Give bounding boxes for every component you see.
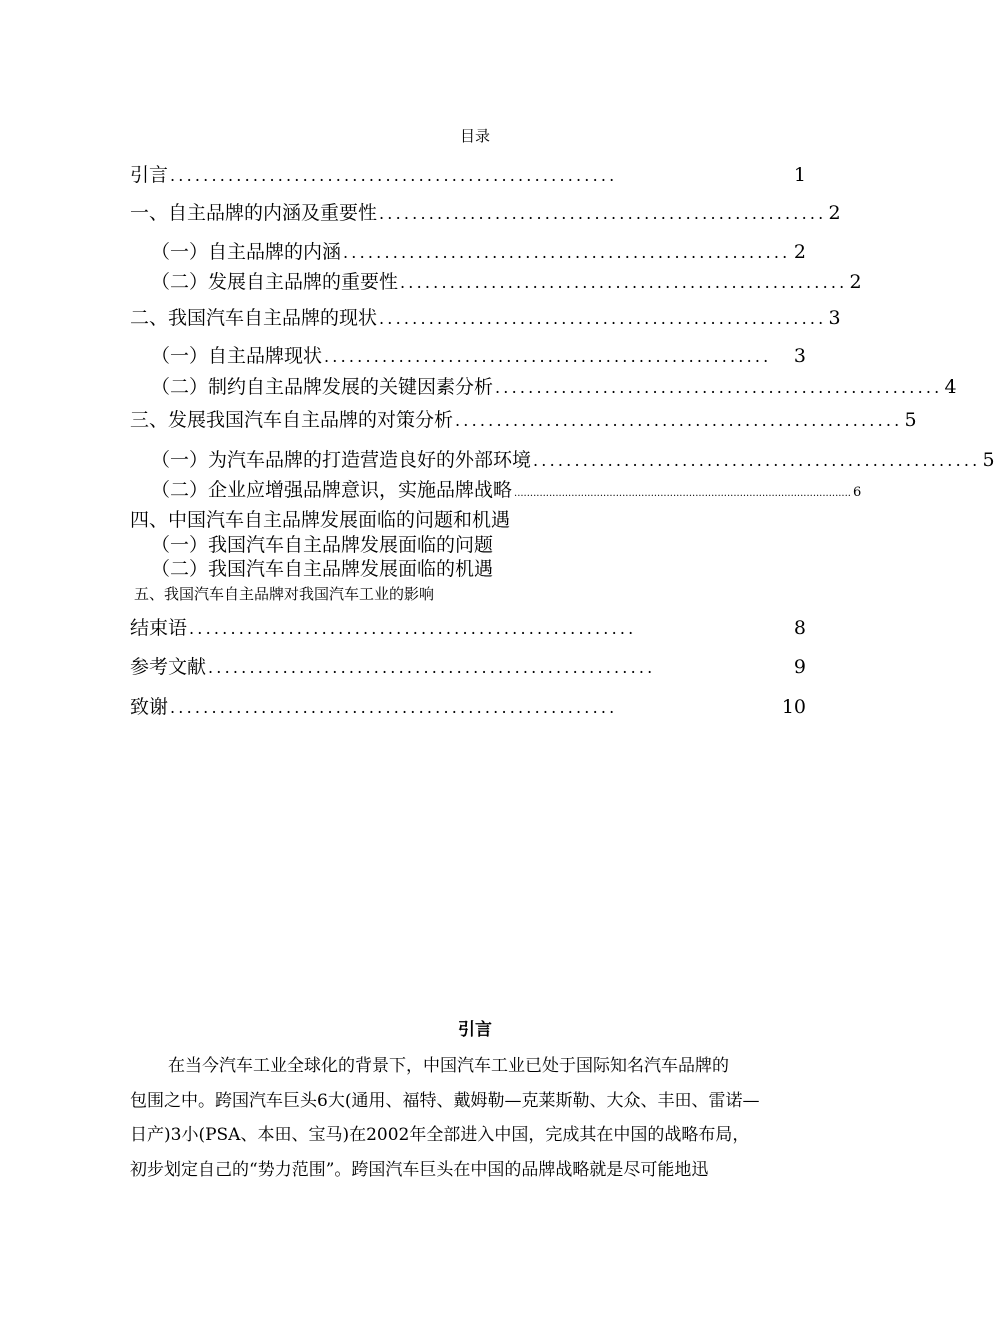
toc-dot-leader: ...................................................... [189, 619, 637, 638]
toc-entry-label: 五、我国汽车自主品牌对我国汽车工业的影响 [134, 585, 435, 603]
toc-entry-label: （二）制约自主品牌发展的关键因素分析 [151, 376, 494, 398]
toc-page-number: 2 [793, 241, 806, 263]
toc-entry-section-4-1[interactable] [151, 533, 806, 557]
toc-dot-leader: ...................................................... [324, 347, 772, 366]
toc-entry-label: 致谢 [130, 696, 169, 718]
toc-page-number: 3 [828, 307, 841, 329]
toc-dot-leader: ...................................................... [170, 698, 618, 717]
toc-entry-section-5[interactable] [134, 582, 806, 606]
toc-entry-label: （二）发展自主品牌的重要性 [151, 271, 399, 293]
toc-entry-label: 引言 [130, 164, 169, 186]
toc-entry-label: 四、中国汽车自主品牌发展面临的问题和机遇 [130, 509, 511, 531]
intro-title: 引言 [458, 1020, 492, 1040]
toc-page-number: 9 [793, 656, 806, 678]
paragraph-line: 初步划定自己的“势力范围”。跨国汽车巨头在中国的品牌战略就是尽可能地迅 [130, 1159, 709, 1180]
toc-entry-intro[interactable] [130, 163, 806, 187]
toc-entry-section-2-2[interactable] [151, 375, 957, 399]
toc-page-number: 5 [904, 409, 917, 431]
toc-entry-label: 结束语 [130, 617, 188, 639]
toc-entry-section-4[interactable] [130, 508, 806, 532]
toc-dot-leader: ...................................................... [343, 243, 791, 262]
toc-page-number: 6 [852, 485, 862, 500]
intro-paragraph [130, 1049, 806, 1187]
toc-page-number: 8 [793, 617, 806, 639]
toc-entry-section-3-1[interactable] [151, 448, 995, 472]
toc-page-number: 3 [793, 345, 806, 367]
toc-title: 目录 [459, 127, 490, 145]
toc-dot-leader: ...................................................... [400, 273, 848, 292]
toc-entry-section-1[interactable] [130, 201, 841, 225]
paragraph-line: 包围之中。跨国汽车巨头6大(通用、福特、戴姆勒—克莱斯勒、大众、丰田、雷诺— [130, 1090, 760, 1111]
toc-dot-leader: ...................................................... [379, 204, 827, 223]
toc-entry-label: （二）企业应增强品牌意识，实施品牌战略 [151, 479, 513, 501]
toc-entry-label: 二、我国汽车自主品牌的现状 [130, 307, 378, 329]
toc-dot-leader: ...................................................... [455, 411, 903, 430]
toc-entry-label: （二）我国汽车自主品牌发展面临的机遇 [151, 558, 494, 580]
toc-entry-section-4-2[interactable] [151, 557, 806, 581]
toc-entry-references[interactable] [130, 655, 806, 679]
toc-entry-section-1-1[interactable] [151, 240, 806, 264]
toc-entry-label: （一）为汽车品牌的打造营造良好的外部环境 [151, 449, 532, 471]
paragraph-line: 日产)3小(PSA、本田、宝马)在2002年全部进入中国，完成其在中国的战略布局， [130, 1125, 750, 1145]
toc-dot-leader: ...................................................... [208, 658, 656, 677]
toc-entry-section-3-2[interactable] [151, 478, 862, 502]
toc-dot-leader: ...................................................... [379, 309, 827, 328]
toc-entry-label: 一、自主品牌的内涵及重要性 [130, 202, 378, 224]
toc-page-number: 1 [793, 164, 806, 186]
toc-page-number: 2 [849, 271, 862, 293]
toc-entry-acknowledgements[interactable] [130, 695, 806, 719]
toc-entry-label: 参考文献 [130, 656, 207, 678]
paragraph-line: 在当今汽车工业全球化的背景下，中国汽车工业已处于国际知名汽车品牌的 [168, 1056, 729, 1076]
toc-page-number: 2 [828, 202, 841, 224]
toc-entry-label: 三、发展我国汽车自主品牌的对策分析 [130, 409, 454, 431]
toc-entry-section-2-1[interactable] [151, 344, 806, 368]
toc-entry-label: （一）我国汽车自主品牌发展面临的问题 [151, 534, 494, 556]
toc-entry-section-1-2[interactable] [151, 270, 862, 294]
toc-entry-section-3[interactable] [130, 408, 917, 432]
toc-entry-label: （一）自主品牌现状 [151, 345, 323, 367]
toc-dot-leader: ...................................................... [495, 378, 943, 397]
toc-dot-leader: ...................................................... [170, 166, 618, 185]
toc-dot-leader: .......................................................................................................... [514, 488, 851, 499]
toc-entry-section-2[interactable] [130, 306, 841, 330]
toc-entry-conclusion[interactable] [130, 616, 806, 640]
toc-dot-leader: ...................................................... [533, 451, 981, 470]
toc-page-number: 4 [944, 376, 957, 398]
toc-entry-label: （一）自主品牌的内涵 [151, 241, 342, 263]
toc-page-number: 10 [781, 696, 806, 718]
toc-page-number: 5 [982, 449, 995, 471]
